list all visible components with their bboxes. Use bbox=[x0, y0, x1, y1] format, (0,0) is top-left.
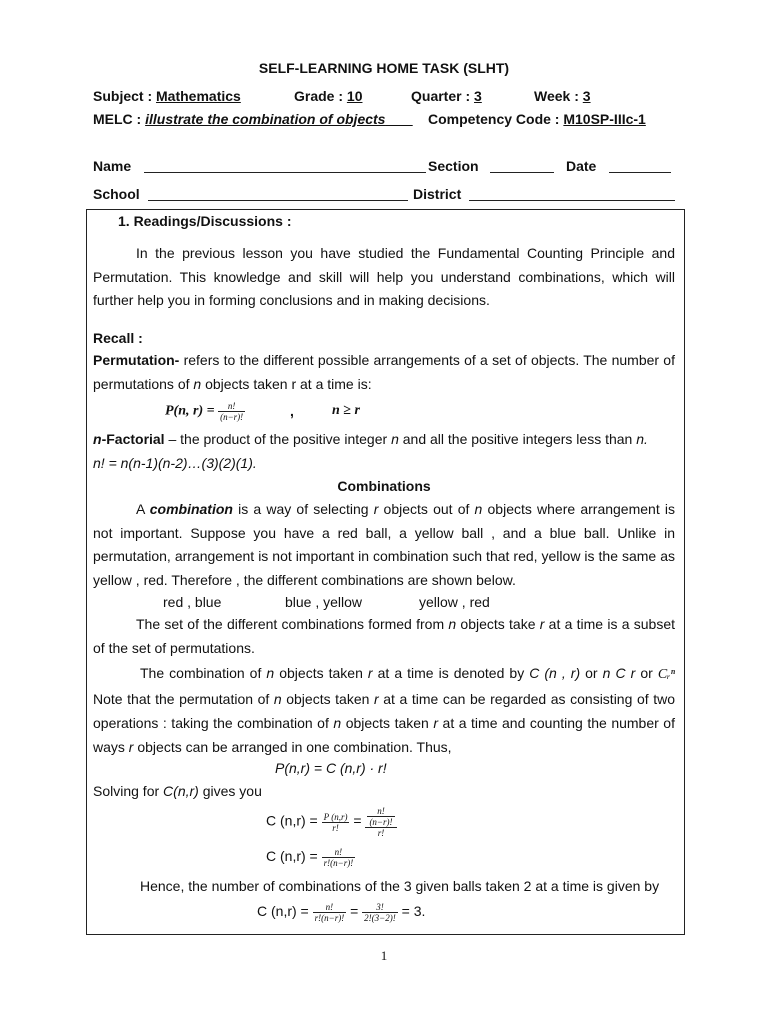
note-part6: objects can be arranged in one combination. Thus, bbox=[133, 739, 452, 755]
week-value: 3 bbox=[582, 88, 591, 104]
page-title: SELF-LEARNING HOME TASK (SLHT) bbox=[258, 60, 510, 76]
thus-formula: P(n,r) = C (n,r) · r! bbox=[275, 760, 387, 776]
note-r: r bbox=[373, 691, 379, 707]
denote-part2: objects taken bbox=[274, 665, 368, 681]
pair-yellow-red: yellow , red bbox=[419, 594, 490, 610]
solving-line bbox=[93, 783, 262, 799]
permutation-n: n bbox=[193, 375, 202, 392]
factorial-definition bbox=[93, 431, 648, 447]
eq1-num: P (n,r) bbox=[323, 811, 348, 822]
denote-n: n bbox=[266, 665, 275, 681]
eq3-num: n! bbox=[325, 902, 334, 912]
subset-part1: The set of the different combinations formed from bbox=[136, 616, 449, 632]
eq2-fraction bbox=[322, 847, 356, 868]
perm-formula-den: (n−r)! bbox=[220, 412, 244, 422]
intro-paragraph: In the previous lesson you have studied the Fundamental Counting Principle and Permutation. This knowledge and skill will help you understand combinations, which will further help you in forming conclusions and in making decisions. bbox=[93, 245, 675, 308]
combination-definition bbox=[93, 498, 675, 592]
solving-part1: Solving for bbox=[93, 783, 164, 799]
competency-value: M10SP-IIIc-1 bbox=[563, 111, 646, 127]
eq2-lhs: C (n,r) = bbox=[266, 848, 322, 865]
eq1-lhs: C (n,r) = bbox=[266, 812, 322, 829]
quarter-field bbox=[411, 88, 482, 104]
denote-r: r bbox=[367, 665, 373, 681]
eq3-den2: 2!(3−2)! bbox=[364, 913, 396, 923]
perm-formula-num: n! bbox=[227, 401, 236, 411]
denote-cnr-notation: Cᵣⁿ bbox=[657, 667, 676, 682]
subject-value: Mathematics bbox=[156, 88, 241, 104]
note-part3: at a time can be regarded as consisting of two operations : taking the combination of bbox=[93, 691, 675, 731]
page-number: 1 bbox=[380, 948, 388, 963]
subset-r: r bbox=[539, 616, 545, 632]
perm-condition: n ≥ r bbox=[332, 403, 360, 418]
hence-line: Hence, the number of combinations of the 3 given balls taken 2 at a time is given by bbox=[140, 878, 660, 894]
permutation-definition bbox=[93, 349, 675, 396]
section-label: Section bbox=[428, 158, 479, 174]
week-field bbox=[534, 88, 591, 104]
combinations-heading: Combinations bbox=[337, 478, 431, 494]
school-line[interactable] bbox=[148, 200, 408, 201]
factorial-def-part2: and all the positive integers less than bbox=[398, 431, 637, 447]
comb-def-part2: objects out of bbox=[378, 501, 475, 517]
eq3-fraction-2 bbox=[362, 902, 398, 923]
pair-red-blue: red , blue bbox=[163, 594, 222, 610]
quarter-value: 3 bbox=[474, 88, 482, 104]
pair-blue-yellow: blue , yellow bbox=[285, 594, 363, 610]
eq3-equals: = bbox=[346, 903, 363, 920]
eq1-den: r! bbox=[322, 822, 350, 833]
subject-field bbox=[93, 88, 241, 104]
district-label: District bbox=[413, 186, 462, 202]
denote-or: or bbox=[580, 665, 603, 681]
denote-part3: at a time is denoted by bbox=[372, 665, 530, 681]
comb-def-part1: is a way of selecting bbox=[232, 501, 374, 517]
note-n: n bbox=[273, 691, 282, 707]
school-label: School bbox=[93, 186, 140, 202]
perm-formula-lhs: P(n, r) = bbox=[165, 403, 219, 419]
eq1-outer-den: r! bbox=[365, 827, 396, 838]
comb-def-part3: objects where arrangement is not important. Suppose you have a red ball, a yellow ball , and a blue ball. Unlike in permutation, arrangement is not important in combination such that red, yellow is the same as yellow , red. Therefore , the different combinations are shown below. bbox=[93, 501, 675, 588]
eq1-inner-den: (n−r)! bbox=[369, 817, 393, 827]
eq1-equals: = bbox=[349, 812, 366, 829]
note-part5: at a time and counting the number of ways bbox=[93, 715, 675, 755]
comb-r: r bbox=[373, 501, 379, 517]
eq3-num2: 3! bbox=[376, 902, 384, 912]
subset-part2: objects take bbox=[456, 616, 540, 632]
note-part1: Note that the permutation of bbox=[93, 691, 274, 707]
eq2-num: n! bbox=[334, 847, 343, 857]
denote-part1: The combination of bbox=[140, 665, 267, 681]
eq3-den: r!(n−r)! bbox=[314, 913, 345, 923]
subset-part3: at a time is a subset of the set of permutations. bbox=[93, 616, 675, 656]
note-part2: objects taken bbox=[281, 691, 374, 707]
factorial-def-part1: – the product of the positive integer bbox=[164, 431, 392, 447]
solving-part2: gives you bbox=[198, 783, 262, 799]
name-label: Name bbox=[93, 158, 132, 174]
subject-label: Subject : bbox=[93, 88, 157, 104]
date-label: Date bbox=[566, 158, 597, 174]
note-r2: r bbox=[433, 715, 439, 731]
factorial-n2: n bbox=[391, 431, 399, 447]
denote-c-notation: C (n , r) bbox=[529, 665, 581, 681]
week-label: Week : bbox=[534, 88, 583, 104]
combination-term: combination bbox=[149, 501, 233, 517]
eq1-inner-num: n! bbox=[377, 806, 385, 816]
note-n2: n bbox=[333, 715, 342, 731]
factorial-n3: n. bbox=[636, 431, 648, 447]
section-line[interactable] bbox=[490, 172, 554, 173]
equation-1 bbox=[266, 806, 397, 838]
section-heading: 1. Readings/Discussions : bbox=[118, 213, 292, 229]
eq1-inner-fraction bbox=[365, 806, 396, 827]
subset-paragraph bbox=[93, 613, 675, 660]
solving-c: C(n,r) bbox=[163, 783, 199, 799]
perm-formula-comma: , bbox=[290, 403, 294, 419]
notation-paragraph bbox=[93, 661, 675, 759]
permutation-term: Permutation- bbox=[93, 352, 180, 368]
competency-label: Competency Code : bbox=[428, 111, 564, 127]
factorial-n: n bbox=[93, 431, 102, 447]
permutation-def-part2: objects taken r at a time is: bbox=[201, 375, 372, 392]
melc-label: MELC : bbox=[93, 111, 146, 127]
factorial-formula: n! = n(n-1)(n-2)…(3)(2)(1). bbox=[93, 455, 257, 471]
perm-formula-fraction bbox=[218, 401, 245, 422]
eq1-fraction bbox=[322, 812, 350, 833]
note-part4: objects taken bbox=[341, 715, 434, 731]
equation-2 bbox=[266, 847, 355, 868]
recall-heading: Recall : bbox=[93, 330, 143, 346]
subset-n: n bbox=[448, 616, 457, 632]
note-r3: r bbox=[128, 739, 134, 755]
quarter-label: Quarter : bbox=[411, 88, 475, 104]
permutation-formula bbox=[165, 401, 245, 422]
factorial-term: -Factorial bbox=[101, 431, 165, 447]
equation-3 bbox=[257, 902, 425, 923]
denote-or2: or bbox=[635, 665, 653, 681]
eq2-den: r!(n−r)! bbox=[323, 858, 354, 868]
competency-field bbox=[428, 111, 646, 127]
comb-n: n bbox=[474, 501, 483, 517]
eq3-fraction-1 bbox=[313, 902, 347, 923]
name-line[interactable] bbox=[144, 172, 426, 173]
denote-ncr-notation: n C r bbox=[602, 665, 636, 681]
grade-label: Grade : bbox=[294, 88, 347, 104]
district-line[interactable] bbox=[469, 200, 675, 201]
grade-value: 10 bbox=[346, 88, 363, 104]
eq3-lhs: C (n,r) = bbox=[257, 903, 313, 920]
melc-value: illustrate the combination of objects bbox=[145, 111, 386, 127]
date-line[interactable] bbox=[609, 172, 671, 173]
eq3-result: = 3. bbox=[397, 903, 426, 920]
eq1-compound-fraction bbox=[365, 806, 396, 838]
grade-field bbox=[294, 88, 362, 104]
comb-a: A bbox=[136, 501, 150, 517]
melc-field bbox=[93, 111, 413, 127]
permutation-def-part1: refers to the different possible arrangements of a set of objects. The number of permutations of bbox=[93, 352, 675, 392]
